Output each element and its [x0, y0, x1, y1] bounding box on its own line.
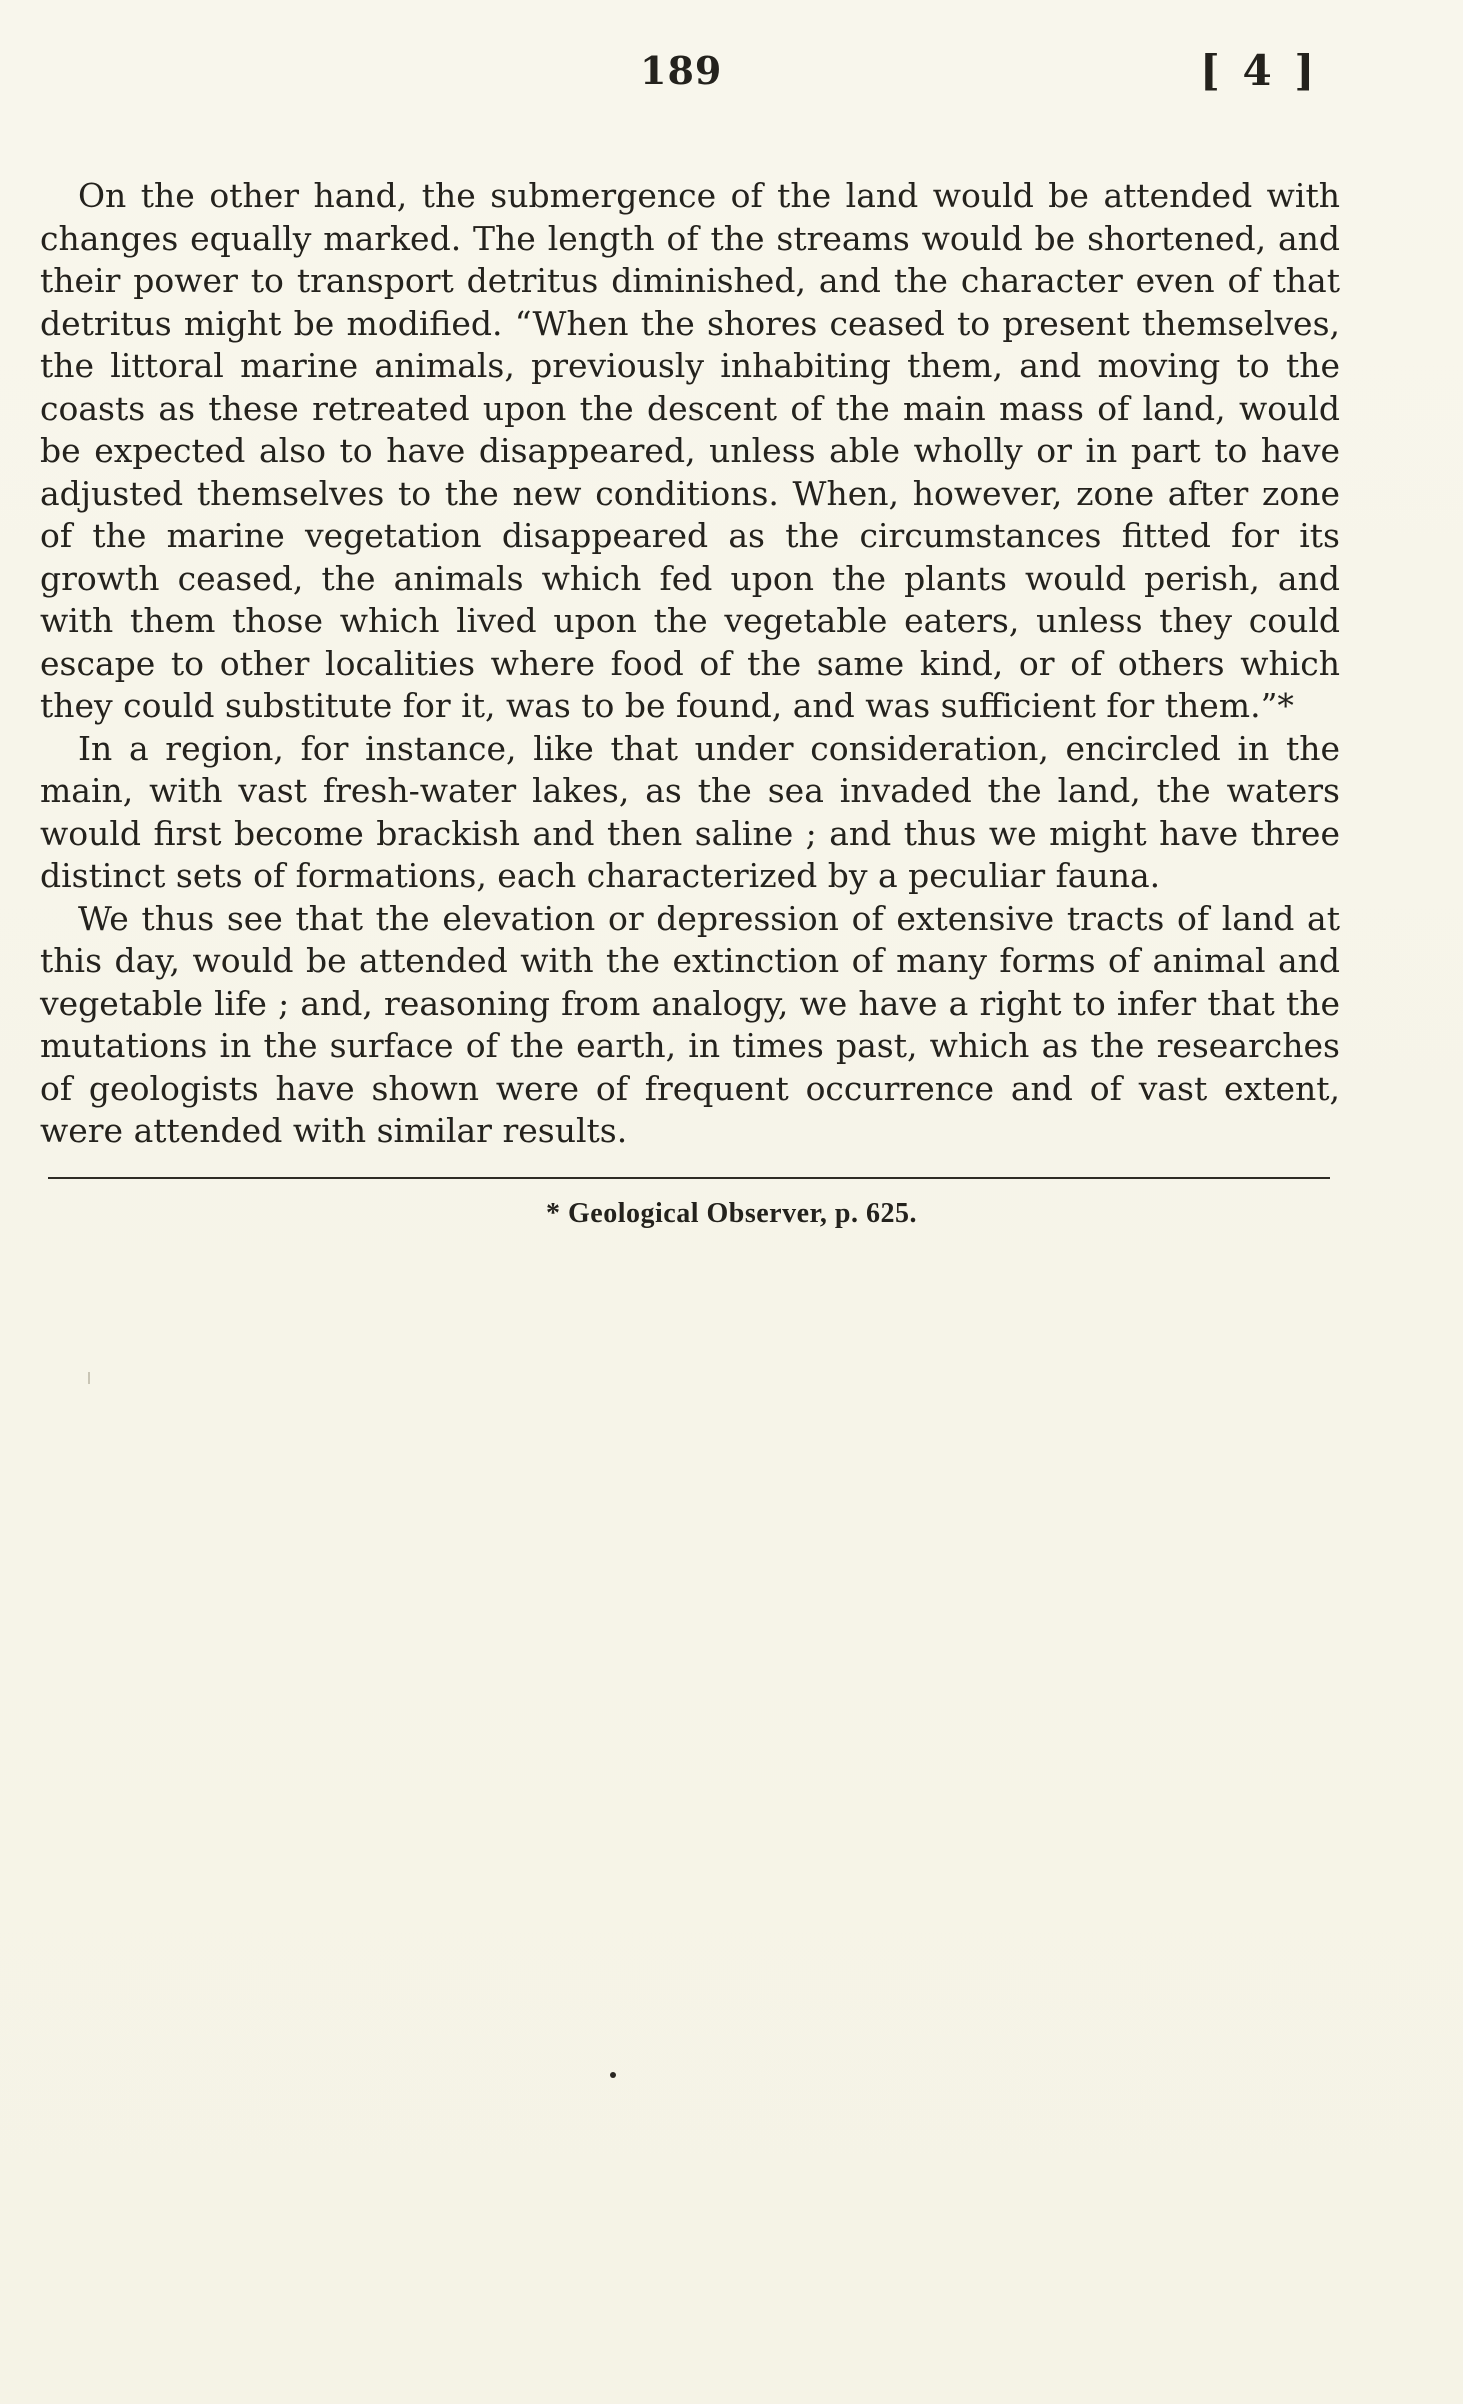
footnote-divider	[48, 1177, 1330, 1179]
paragraph-1: On the other hand, the submergence of the land would be attended with changes equally marked. The length of the streams would be shortened, and their power to transport detritus diminished, and the character even of that detritus might be modified. “When the shores ceased to present themselves, the littoral marine animals, previously inhabiting them, and moving to the coasts as these retreated upon the descent of the main mass of land, would be expected also to have disappeared, unless able wholly or in part to have adjusted themselves to the new conditions. When, however, zone after zone of the marine vegetation disappeared as the circumstances fitted for its growth ceased, the animals which fed upon the plants would perish, and with them those which lived upon the vegetable eaters, unless they could escape to other localities where food of the same kind, or of others which they could substitute for it, was to be found, and was sufficient for them.”*	[40, 176, 1340, 725]
ink-speck	[610, 2072, 616, 2078]
page-number: 189	[640, 48, 723, 93]
body-text	[40, 175, 1340, 1153]
paragraph-2: In a region, for instance, like that under consideration, encircled in the main, with vast fresh-water lakes, as the sea invaded the land, the waters would first become brackish and then saline ; and thus we might have three distinct sets of formations, each characterized by a peculiar fauna.	[40, 728, 1340, 895]
paragraph-3: We thus see that the elevation or depression of extensive tracts of land at this day, would be attended with the extinction of many forms of animal and vegetable life ; and, reasoning from analogy, we have a right to infer that the mutations in the surface of the earth, in times past, which as the researches of geologists have shown were of frequent occurrence and of vast extent, were attended with similar results.	[40, 898, 1340, 1150]
footnote: * Geological Observer, p. 625.	[546, 1198, 917, 1229]
paper-speck	[88, 1372, 90, 1384]
signature-mark: [ 4 ]	[1200, 46, 1319, 95]
